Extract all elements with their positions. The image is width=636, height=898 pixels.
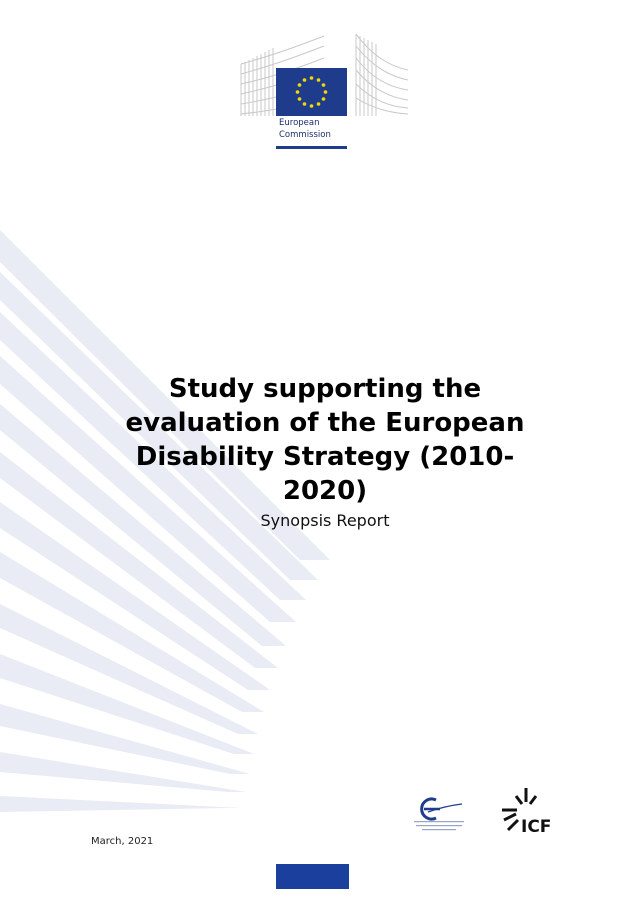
logo-underline bbox=[276, 146, 347, 149]
bottom-blue-bar bbox=[276, 864, 349, 889]
logo-text-european: European bbox=[279, 118, 320, 128]
svg-text:ICF: ICF bbox=[521, 817, 552, 836]
title-line: Disability Strategy (2010- bbox=[135, 442, 515, 472]
document-title bbox=[80, 372, 570, 508]
publication-date: March, 2021 bbox=[91, 836, 154, 847]
title-line: 2020) bbox=[282, 476, 368, 506]
title-line: Study supporting the bbox=[168, 374, 482, 404]
logo-text-commission: Commission bbox=[279, 130, 331, 140]
icf-logo bbox=[499, 786, 563, 836]
title-line: evaluation of the European bbox=[125, 408, 525, 438]
european-centre-logo bbox=[410, 788, 470, 838]
eu-flag-icon bbox=[276, 68, 347, 116]
document-subtitle: Synopsis Report bbox=[260, 511, 390, 530]
